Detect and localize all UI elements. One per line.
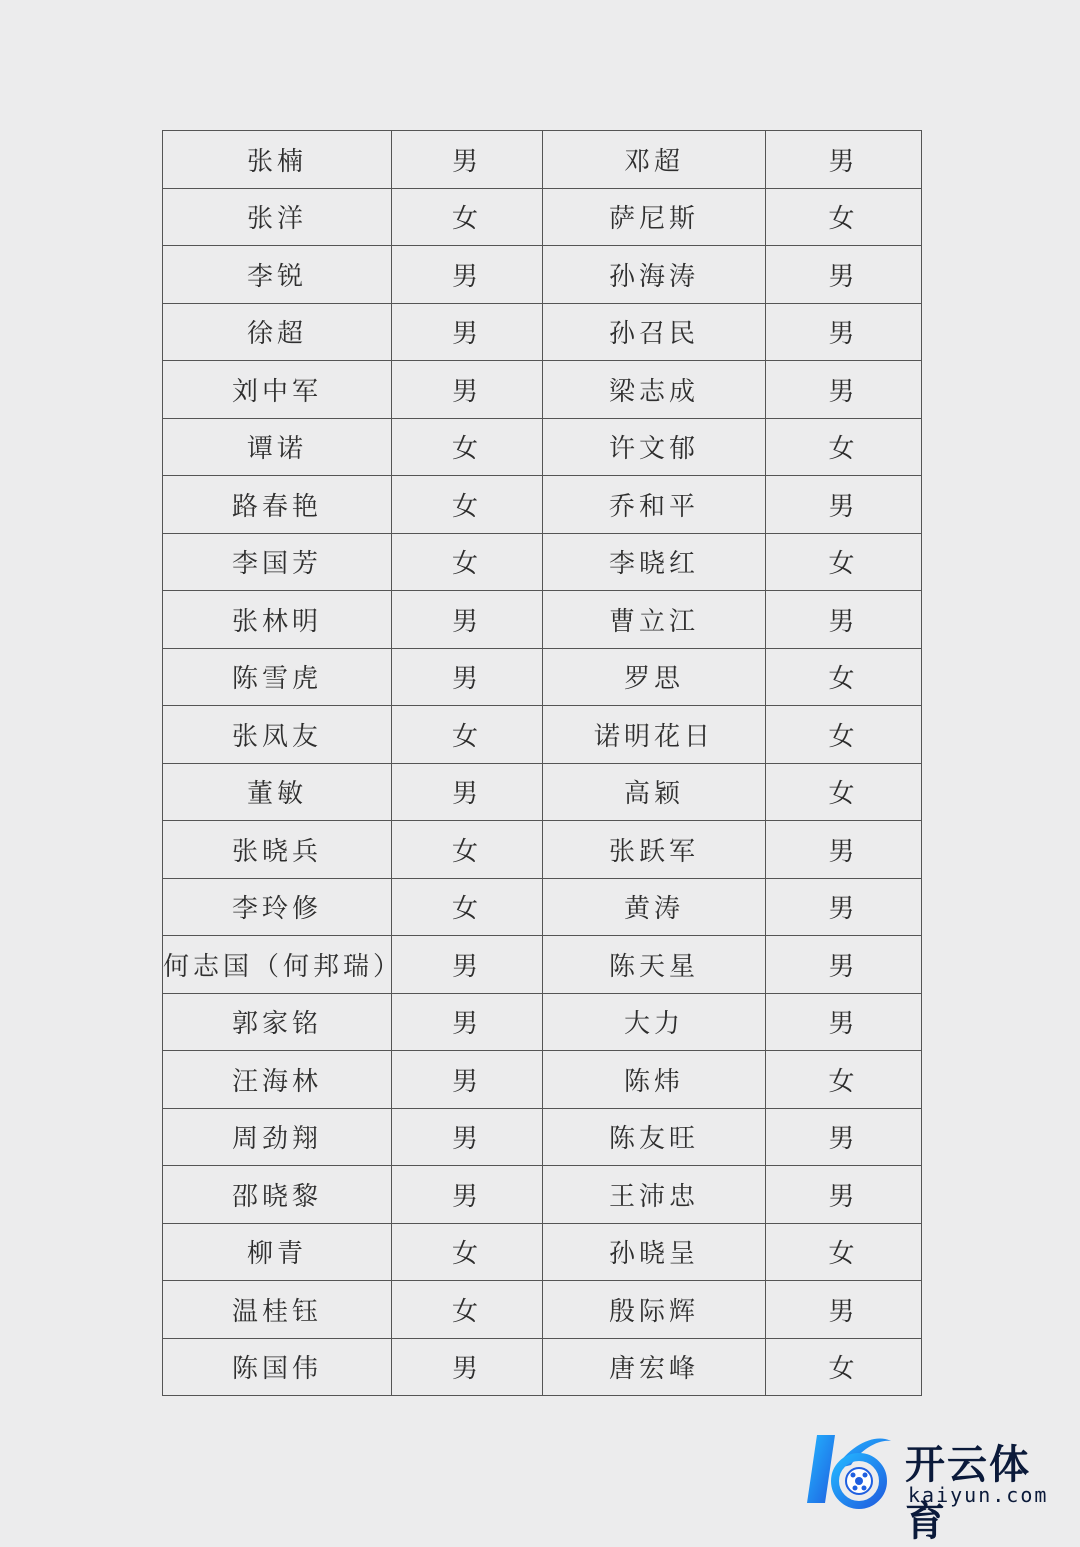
gender-cell: 女 [766,1223,922,1281]
name-cell: 李晓红 [543,533,766,591]
table-row [163,1338,922,1396]
gender-cell: 女 [392,1281,543,1339]
gender-cell: 女 [392,418,543,476]
name-cell: 张凤友 [163,706,392,764]
table-row [163,1108,922,1166]
table-row [163,303,922,361]
gender-cell: 男 [392,361,543,419]
table-row [163,878,922,936]
table-row [163,188,922,246]
name-cell: 萨尼斯 [543,188,766,246]
table-row [163,131,922,189]
name-cell: 董敏 [163,763,392,821]
name-cell: 路春艳 [163,476,392,534]
name-cell: 刘中军 [163,361,392,419]
table-row [163,418,922,476]
name-cell: 张林明 [163,591,392,649]
gender-cell: 女 [392,533,543,591]
gender-cell: 女 [766,1338,922,1396]
name-cell: 殷际辉 [543,1281,766,1339]
name-cell: 孙召民 [543,303,766,361]
table-row [163,591,922,649]
name-cell: 柳青 [163,1223,392,1281]
table-row [163,1051,922,1109]
gender-cell: 男 [392,1166,543,1224]
gender-cell: 男 [392,1108,543,1166]
gender-cell: 男 [766,821,922,879]
name-cell: 陈国伟 [163,1338,392,1396]
table-row [163,648,922,706]
table-row [163,476,922,534]
name-cell: 李锐 [163,246,392,304]
gender-cell: 男 [392,763,543,821]
name-cell: 大力 [543,993,766,1051]
name-cell: 乔和平 [543,476,766,534]
name-cell: 陈友旺 [543,1108,766,1166]
gender-cell: 男 [766,1281,922,1339]
name-cell: 孙晓呈 [543,1223,766,1281]
name-cell: 陈炜 [543,1051,766,1109]
gender-cell: 女 [766,533,922,591]
name-cell: 唐宏峰 [543,1338,766,1396]
name-cell: 梁志成 [543,361,766,419]
name-cell: 张洋 [163,188,392,246]
gender-cell: 男 [392,303,543,361]
table-row [163,533,922,591]
name-cell: 黄涛 [543,878,766,936]
gender-cell: 男 [392,993,543,1051]
watermark-logo [795,1425,1070,1545]
table-row [163,1223,922,1281]
name-cell: 罗思 [543,648,766,706]
gender-cell: 男 [766,246,922,304]
gender-cell: 男 [392,131,543,189]
roster-table-body [163,131,922,1396]
name-cell: 谭诺 [163,418,392,476]
name-cell: 邵晓黎 [163,1166,392,1224]
name-cell: 曹立江 [543,591,766,649]
gender-cell: 女 [392,476,543,534]
name-cell: 诺明花日 [543,706,766,764]
gender-cell: 女 [766,706,922,764]
table-row [163,936,922,994]
watermark-brand-name: 开云体育 [905,1442,1031,1545]
gender-cell: 男 [766,878,922,936]
gender-cell: 男 [392,1338,543,1396]
gender-cell: 女 [392,1223,543,1281]
gender-cell: 男 [766,591,922,649]
roster-table [162,130,922,1396]
gender-cell: 男 [392,1051,543,1109]
name-cell: 王沛忠 [543,1166,766,1224]
gender-cell: 男 [766,936,922,994]
name-cell: 陈雪虎 [163,648,392,706]
name-cell: 孙海涛 [543,246,766,304]
gender-cell: 男 [766,361,922,419]
name-cell: 张楠 [163,131,392,189]
gender-cell: 女 [392,821,543,879]
watermark-url: kaiyun.com [908,1483,1049,1507]
table-row [163,1166,922,1224]
gender-cell: 男 [392,648,543,706]
name-cell: 汪海林 [163,1051,392,1109]
gender-cell: 女 [766,763,922,821]
table-row [163,361,922,419]
gender-cell: 男 [392,246,543,304]
gender-cell: 男 [766,993,922,1051]
table-row [163,1281,922,1339]
gender-cell: 男 [766,303,922,361]
gender-cell: 女 [766,1051,922,1109]
name-cell: 张晓兵 [163,821,392,879]
name-cell: 周劲翔 [163,1108,392,1166]
name-cell: 李玲修 [163,878,392,936]
gender-cell: 男 [766,476,922,534]
table-row [163,763,922,821]
gender-cell: 女 [766,418,922,476]
table-row [163,706,922,764]
gender-cell: 女 [392,878,543,936]
name-cell: 张跃军 [543,821,766,879]
gender-cell: 男 [766,1166,922,1224]
name-cell: 高颖 [543,763,766,821]
gender-cell: 女 [766,188,922,246]
name-cell: 李国芳 [163,533,392,591]
gender-cell: 男 [766,131,922,189]
gender-cell: 女 [392,706,543,764]
name-cell: 陈天星 [543,936,766,994]
table-row [163,246,922,304]
name-cell: 邓超 [543,131,766,189]
kaiyun-logo-icon [795,1425,895,1515]
gender-cell: 男 [392,936,543,994]
name-cell: 徐超 [163,303,392,361]
name-cell: 郭家铭 [163,993,392,1051]
gender-cell: 女 [766,648,922,706]
name-cell: 温桂钰 [163,1281,392,1339]
gender-cell: 男 [392,591,543,649]
gender-cell: 男 [766,1108,922,1166]
name-cell: 许文郁 [543,418,766,476]
name-cell: 何志国（何邦瑞） [163,936,392,994]
table-row [163,821,922,879]
table-row [163,993,922,1051]
gender-cell: 女 [392,188,543,246]
